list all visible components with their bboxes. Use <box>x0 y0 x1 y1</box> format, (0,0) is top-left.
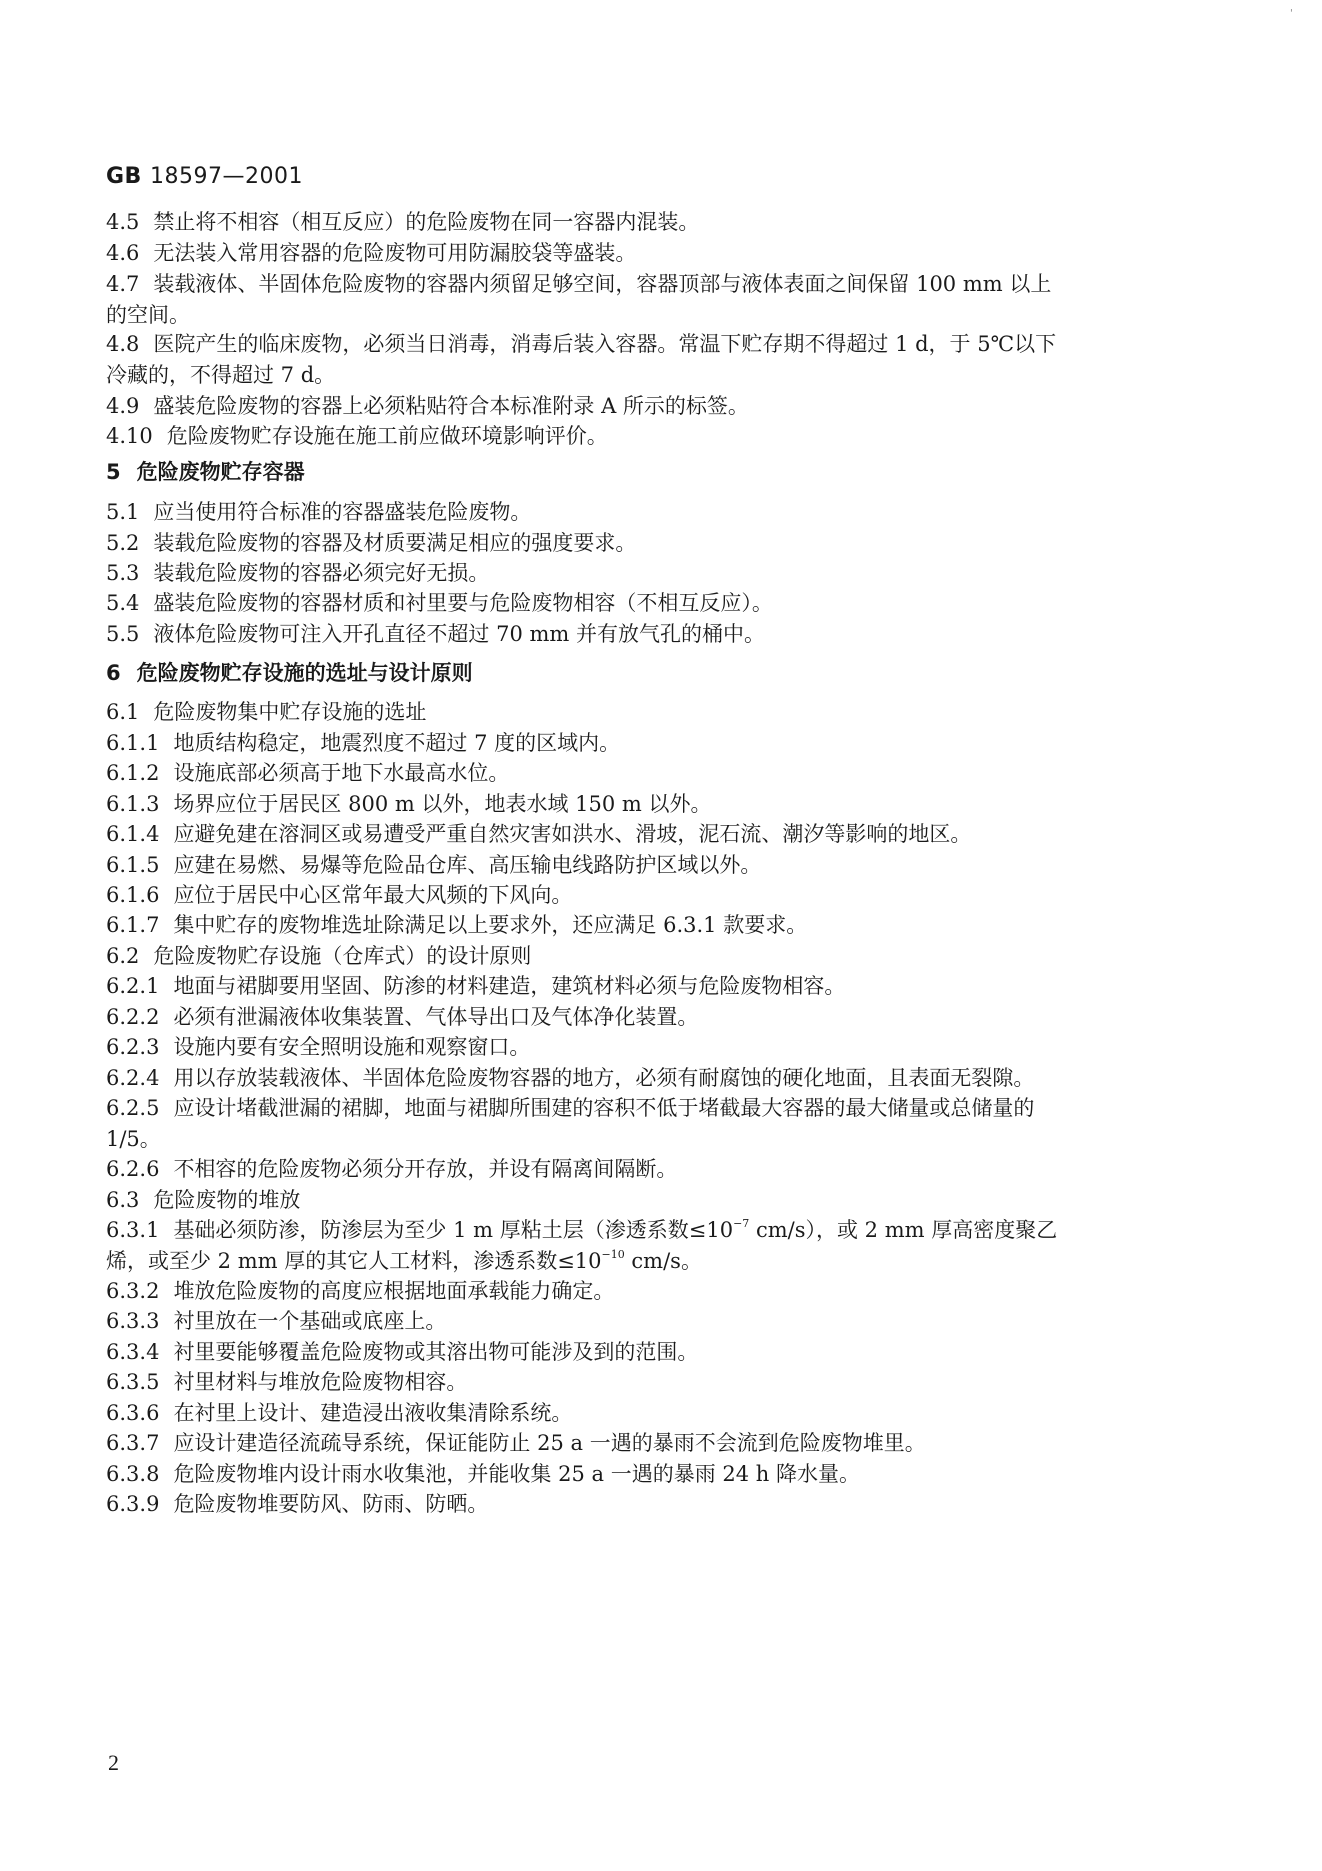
clause-number: 6.3.8 <box>106 1462 160 1486</box>
clause-text: 衬里放在一个基础或底座上。 <box>173 1309 447 1333</box>
clause-text: 应设计建造径流疏导系统，保证能防止 25 a 一遇的暴雨不会流到危险废物堆里。 <box>173 1431 926 1455</box>
clause-number: 6.1.2 <box>106 761 160 785</box>
clause-line <box>106 1030 530 1064</box>
clause-number: 6.1 <box>106 700 140 724</box>
clause-text: 应建在易燃、易爆等危险品仓库、高压输电线路防护区域以外。 <box>173 853 762 877</box>
clause-text: 危险废物贮存设施（仓库式）的设计原则 <box>153 944 532 968</box>
clause-line <box>106 389 749 423</box>
clause-number: 6.2.5 <box>106 1096 160 1120</box>
clause-number: 5.5 <box>106 622 140 646</box>
clause-text: 地质结构稳定，地震烈度不超过 7 度的区域内。 <box>173 731 621 755</box>
clause-line <box>106 1396 572 1430</box>
clause-text: 设施底部必须高于地下水最高水位。 <box>173 761 510 785</box>
clause-line <box>106 756 509 790</box>
clause-text: 危险废物贮存容器 <box>136 460 305 484</box>
clause-text: 医院产生的临床废物，必须当日消毒，消毒后装入容器。常温下贮存期不得超过 1 d，于 5℃以下 <box>153 332 1057 356</box>
clause-text: 应避免建在溶洞区或易遭受严重自然灾害如洪水、滑坡，泥石流、潮汐等影响的地区。 <box>173 822 972 846</box>
clause-text: 危险废物集中贮存设施的选址 <box>153 700 427 724</box>
clause-number: 5 <box>106 460 121 484</box>
clause-text: 危险废物的堆放 <box>153 1188 301 1212</box>
clause-number: 6 <box>106 661 121 685</box>
clause-line <box>106 205 699 239</box>
clause-number: 4.7 <box>106 272 140 296</box>
clause-text: 衬里材料与堆放危险废物相容。 <box>173 1370 468 1394</box>
clause-number: 6.1.6 <box>106 883 160 907</box>
clause-line <box>106 495 531 529</box>
clause-line <box>106 267 1051 301</box>
clause-text: 液体危险废物可注入开孔直径不超过 70 mm 并有放气孔的桶中。 <box>153 622 765 646</box>
clause-text: 装载危险废物的容器必须完好无损。 <box>153 561 490 585</box>
standard-code <box>106 164 303 189</box>
standard-prefix: GB <box>106 164 142 189</box>
clause-text: 场界应位于居民区 800 m 以外，地表水域 150 m 以外。 <box>173 792 712 816</box>
clause-line <box>106 817 971 851</box>
clause-line <box>106 526 636 560</box>
clause-number: 6.2.4 <box>106 1066 160 1090</box>
clause-number: 6.3.9 <box>106 1492 160 1516</box>
clause-number: 4.10 <box>106 424 153 448</box>
clause-line <box>106 1457 860 1491</box>
clause-text-tail: cm/s。 <box>624 1249 702 1273</box>
clause-number: 6.2.1 <box>106 974 160 998</box>
clause-text: 冷藏的，不得超过 7 d。 <box>106 363 336 387</box>
clause-number: 6.3.7 <box>106 1431 160 1455</box>
standard-number: 18597—2001 <box>150 164 303 189</box>
clause-line <box>106 1000 698 1034</box>
clause-line <box>106 327 1056 361</box>
section-heading <box>106 455 305 489</box>
clause-line <box>106 787 711 821</box>
clause-number: 6.3.6 <box>106 1401 160 1425</box>
clause-text: 设施内要有安全照明设施和观察窗口。 <box>173 1035 531 1059</box>
page-number: 2 <box>108 1750 119 1775</box>
clause-text: 应位于居民中心区常年最大风频的下风向。 <box>173 883 573 907</box>
clause-text: 集中贮存的废物堆选址除满足以上要求外，还应满足 6.3.1 款要求。 <box>173 913 808 937</box>
clause-number: 4.5 <box>106 210 140 234</box>
clause-text: 盛装危险废物的容器材质和衬里要与危险废物相容（不相互反应）。 <box>153 591 773 615</box>
clause-line <box>106 1487 488 1521</box>
clause-text-tail: cm/s），或 2 mm 厚高密度聚乙 <box>749 1218 1058 1242</box>
clause-line <box>106 695 426 729</box>
clause-text: 不相容的危险废物必须分开存放，并设有隔离间隔断。 <box>173 1157 678 1181</box>
clause-line <box>106 848 761 882</box>
clause-line <box>106 1365 467 1399</box>
clause-number: 6.2.2 <box>106 1005 160 1029</box>
clause-line <box>106 1061 1034 1095</box>
clause-line <box>106 1091 1034 1125</box>
clause-text: 装载危险废物的容器及材质要满足相应的强度要求。 <box>153 531 637 555</box>
section-heading <box>106 656 473 690</box>
clause-line <box>106 1122 161 1156</box>
clause-text: 危险废物堆内设计雨水收集池，并能收集 25 a 一遇的暴雨 24 h 降水量。 <box>173 1462 860 1486</box>
clause-line <box>106 236 636 270</box>
clause-text: 基础必须防渗，防渗层为至少 1 m 厚粘土层（渗透系数≤10 <box>173 1218 734 1242</box>
clause-line <box>106 1274 614 1308</box>
clause-text: 应设计堵截泄漏的裙脚，地面与裙脚所围建的容积不低于堵截最大容器的最大储量或总储量的 <box>173 1096 1035 1120</box>
clause-line <box>106 726 620 760</box>
clause-line <box>106 1304 446 1338</box>
clause-number: 5.2 <box>106 531 140 555</box>
clause-number: 6.3.5 <box>106 1370 160 1394</box>
clause-text: 危险废物堆要防风、防雨、防晒。 <box>173 1492 489 1516</box>
clause-line <box>106 1213 1057 1247</box>
clause-number: 6.1.7 <box>106 913 160 937</box>
clause-number: 4.6 <box>106 241 140 265</box>
clause-text: 堆放危险废物的高度应根据地面承载能力确定。 <box>173 1279 615 1303</box>
clause-text: 地面与裙脚要用坚固、防渗的材料建造，建筑材料必须与危险废物相容。 <box>173 974 846 998</box>
clause-text: 用以存放装载液体、半固体危险废物容器的地方，必须有耐腐蚀的硬化地面，且表面无裂隙。 <box>173 1066 1035 1090</box>
clause-number: 5.1 <box>106 500 140 524</box>
clause-number: 6.2.3 <box>106 1035 160 1059</box>
clause-text: 无法装入常用容器的危险废物可用防漏胶袋等盛装。 <box>153 241 637 265</box>
clause-line <box>106 1244 702 1278</box>
clause-text: 在衬里上设计、建造浸出液收集清除系统。 <box>173 1401 573 1425</box>
clause-line <box>106 419 608 453</box>
clause-number: 6.1.1 <box>106 731 160 755</box>
clause-number: 6.3 <box>106 1188 140 1212</box>
clause-number: 6.1.3 <box>106 792 160 816</box>
clause-line <box>106 1152 677 1186</box>
clause-text: 的空间。 <box>106 303 190 327</box>
clause-number: 6.2.6 <box>106 1157 160 1181</box>
clause-text: 装载液体、半固体危险废物的容器内须留足够空间，容器顶部与液体表面之间保留 100 mm 以上 <box>153 272 1052 296</box>
exponent: −7 <box>733 1217 750 1230</box>
clause-line <box>106 939 531 973</box>
clause-line <box>106 1183 300 1217</box>
scan-mark: ' <box>1290 8 1293 19</box>
clause-number: 4.8 <box>106 332 140 356</box>
clause-text: 盛装危险废物的容器上必须粘贴符合本标准附录 A 所示的标签。 <box>153 394 749 418</box>
clause-text: 烯，或至少 2 mm 厚的其它人工材料，渗透系数≤10 <box>106 1249 602 1273</box>
clause-text: 必须有泄漏液体收集装置、气体导出口及气体净化装置。 <box>173 1005 699 1029</box>
clause-line <box>106 1335 698 1369</box>
clause-number: 6.1.4 <box>106 822 160 846</box>
clause-text: 危险废物贮存设施的选址与设计原则 <box>136 661 473 685</box>
clause-number: 6.3.1 <box>106 1218 160 1242</box>
clause-text: 禁止将不相容（相互反应）的危险废物在同一容器内混装。 <box>153 210 700 234</box>
clause-number: 5.3 <box>106 561 140 585</box>
clause-text: 危险废物贮存设施在施工前应做环境影响评价。 <box>166 424 608 448</box>
clause-line <box>106 358 335 392</box>
clause-text: 1/5。 <box>106 1127 161 1151</box>
clause-line <box>106 586 773 620</box>
clause-line <box>106 1426 926 1460</box>
clause-text: 应当使用符合标准的容器盛装危险废物。 <box>153 500 532 524</box>
clause-number: 6.3.4 <box>106 1340 160 1364</box>
exponent: −10 <box>601 1248 625 1261</box>
clause-number: 4.9 <box>106 394 140 418</box>
clause-number: 6.1.5 <box>106 853 160 877</box>
clause-line <box>106 556 489 590</box>
clause-line <box>106 878 572 912</box>
clause-line <box>106 617 765 651</box>
clause-line <box>106 908 807 942</box>
clause-number: 6.3.2 <box>106 1279 160 1303</box>
clause-line <box>106 969 845 1003</box>
clause-text: 衬里要能够覆盖危险废物或其溶出物可能涉及到的范围。 <box>173 1340 699 1364</box>
clause-number: 6.2 <box>106 944 140 968</box>
clause-number: 5.4 <box>106 591 140 615</box>
clause-number: 6.3.3 <box>106 1309 160 1333</box>
